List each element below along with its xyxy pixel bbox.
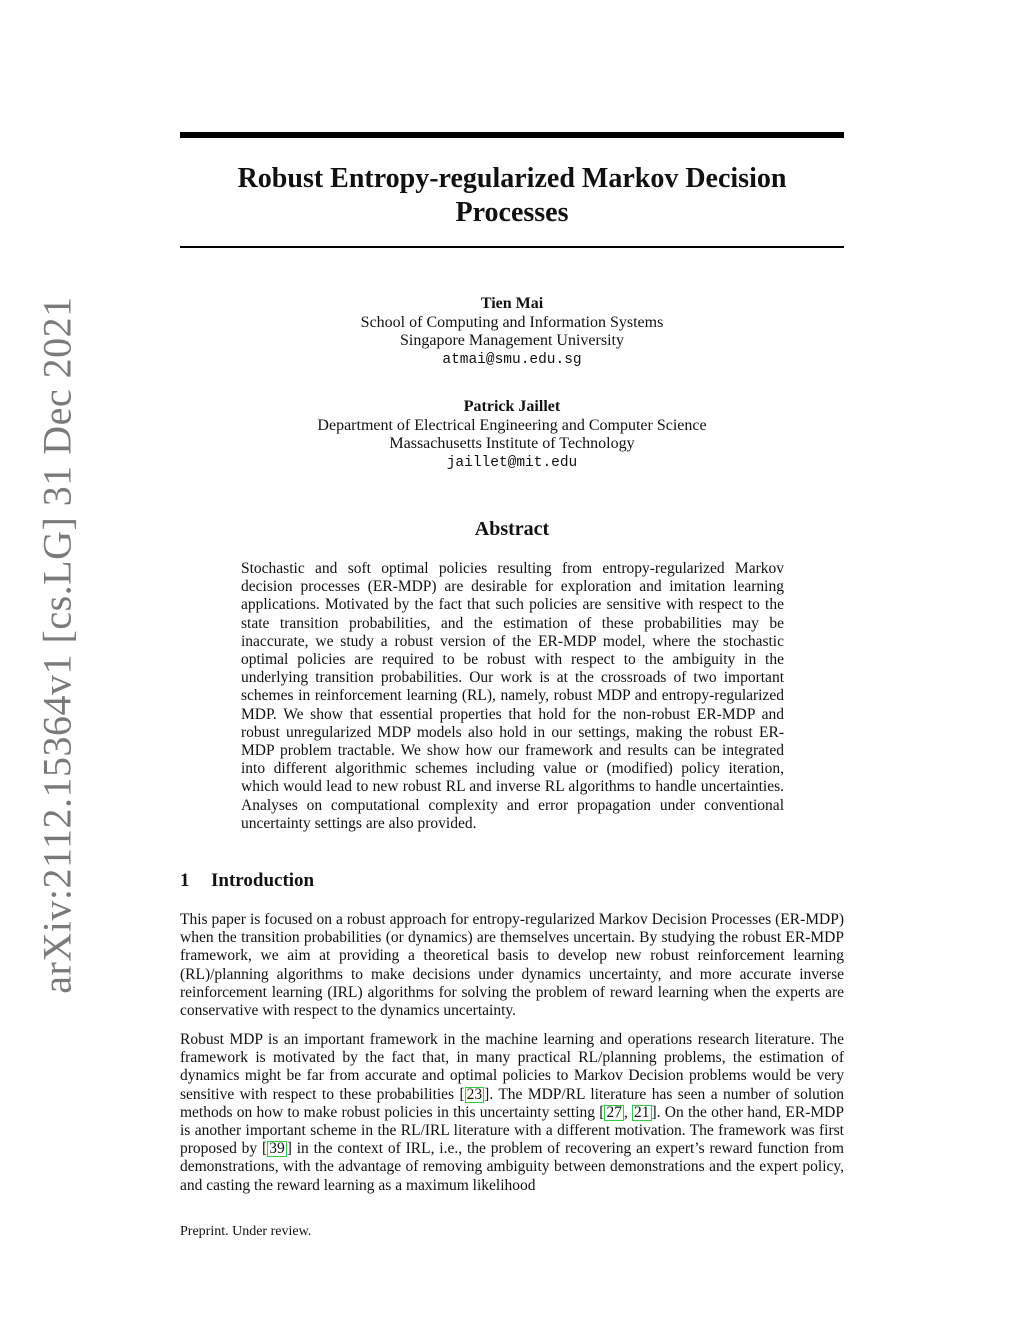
author-block <box>180 295 844 369</box>
author-affiliation: Massachusetts Institute of Technology <box>389 435 635 452</box>
author-email[interactable]: atmai@smu.edu.sg <box>442 351 582 368</box>
author-block <box>180 398 844 472</box>
footer-note: Preprint. Under review. <box>180 1224 312 1239</box>
citation-link[interactable]: 23 <box>466 1085 483 1103</box>
paragraph-text: ]. On the other hand, ER-MDP is another important scheme in the RL/IRL literature with a different motivation. The framework was first proposed by [ <box>180 1103 845 1158</box>
arxiv-identifier[interactable]: arXiv:2112.15364v1 [cs.LG] 31 Dec 2021 <box>34 296 80 994</box>
author-email[interactable]: jaillet@mit.edu <box>446 454 578 471</box>
citation-link[interactable]: 27 <box>606 1103 622 1121</box>
paragraph-text: ] in the context of IRL, i.e., the problem of recovering an expert’s reward function from demonstrations, with the advantage of removing ambiguity between demonstrations and the expert policy, and casting the reward learning as a maximum likelihood <box>180 1140 844 1194</box>
citation-link[interactable]: 39 <box>269 1140 285 1158</box>
author-affiliation: School of Computing and Information Systems <box>360 313 664 331</box>
author-affiliation: Singapore Management University <box>400 332 624 349</box>
abstract-text: Stochastic and soft optimal policies resulting from entropy-regularized Markov decision processes (ER-MDP) are desirable for exploration and imitation learning applications. Motivated by the fact that such policies are sensitive with respect to the state transition probabilities, and the estimation of these probabilities may be inaccurate, we study a robust version of the ER-MDP model, where the stochastic optimal policies are required to be robust with respect to the ambiguity in the underlying transition probabilities. Our work is at the crossroads of two important schemes in reinforcement learning (RL), namely, robust MDP and entropy-regularized MDP. We show that essential properties that hold for the non-robust ER-MDP and robust unregularized MDP models also hold in our settings, making the robust ER-MDP problem tractable. We show how our framework and results can be integrated into different algorithmic schemes including value or (modified) policy iteration, which would lead to new robust RL and inverse RL algorithms to handle uncertainties. Analyses on computational complexity and error propagation under conventional uncertainty settings are also provided. <box>241 560 784 832</box>
paragraph-text: Robust MDP is an important framework in the machine learning and operations research literature. The framework is motivated by the fact that, in many practical RL/planning problems, the estimation of dynamics might be far from accurate and optimal policies to Markov Decision problems would be very sensitive with respect to these probabilities [ <box>180 1031 844 1103</box>
section-heading <box>180 870 314 892</box>
paragraph-text: , <box>623 1103 633 1121</box>
paragraph-text: ]. The MDP/RL literature has seen a number of solution methods on how to make robust policies in this uncertainty setting [ <box>180 1085 844 1121</box>
author-name: Tien Mai <box>480 295 544 312</box>
intro-paragraph <box>180 1031 844 1195</box>
section-number: 1 <box>180 870 190 891</box>
intro-paragraph: This paper is focused on a robust approach for entropy-regularized Markov Decision Processes (ER-MDP) when the transition probabilities (or dynamics) are themselves uncertain. By studying the robust ER-MDP framework, we aim at providing a theoretical basis to develop new robust reinforcement learning (RL)/planning algorithms to make decisions under dynamics uncertainty, and more accurate inverse reinforcement learning (IRL) algorithms for solving the problem of reward learning when the experts are conservative with respect to the dynamics uncertainty. <box>180 911 844 1020</box>
author-affiliation: Department of Electrical Engineering and Computer Science <box>317 416 707 434</box>
author-name: Patrick Jaillet <box>463 398 561 415</box>
paper-title: Robust Entropy-regularized Markov Decision Processes <box>237 163 787 228</box>
abstract-heading: Abstract <box>474 518 550 540</box>
title-top-rule <box>180 132 844 138</box>
section-title: Introduction <box>211 870 315 891</box>
citation-link[interactable]: 21 <box>634 1103 650 1121</box>
title-bottom-rule <box>180 246 844 248</box>
